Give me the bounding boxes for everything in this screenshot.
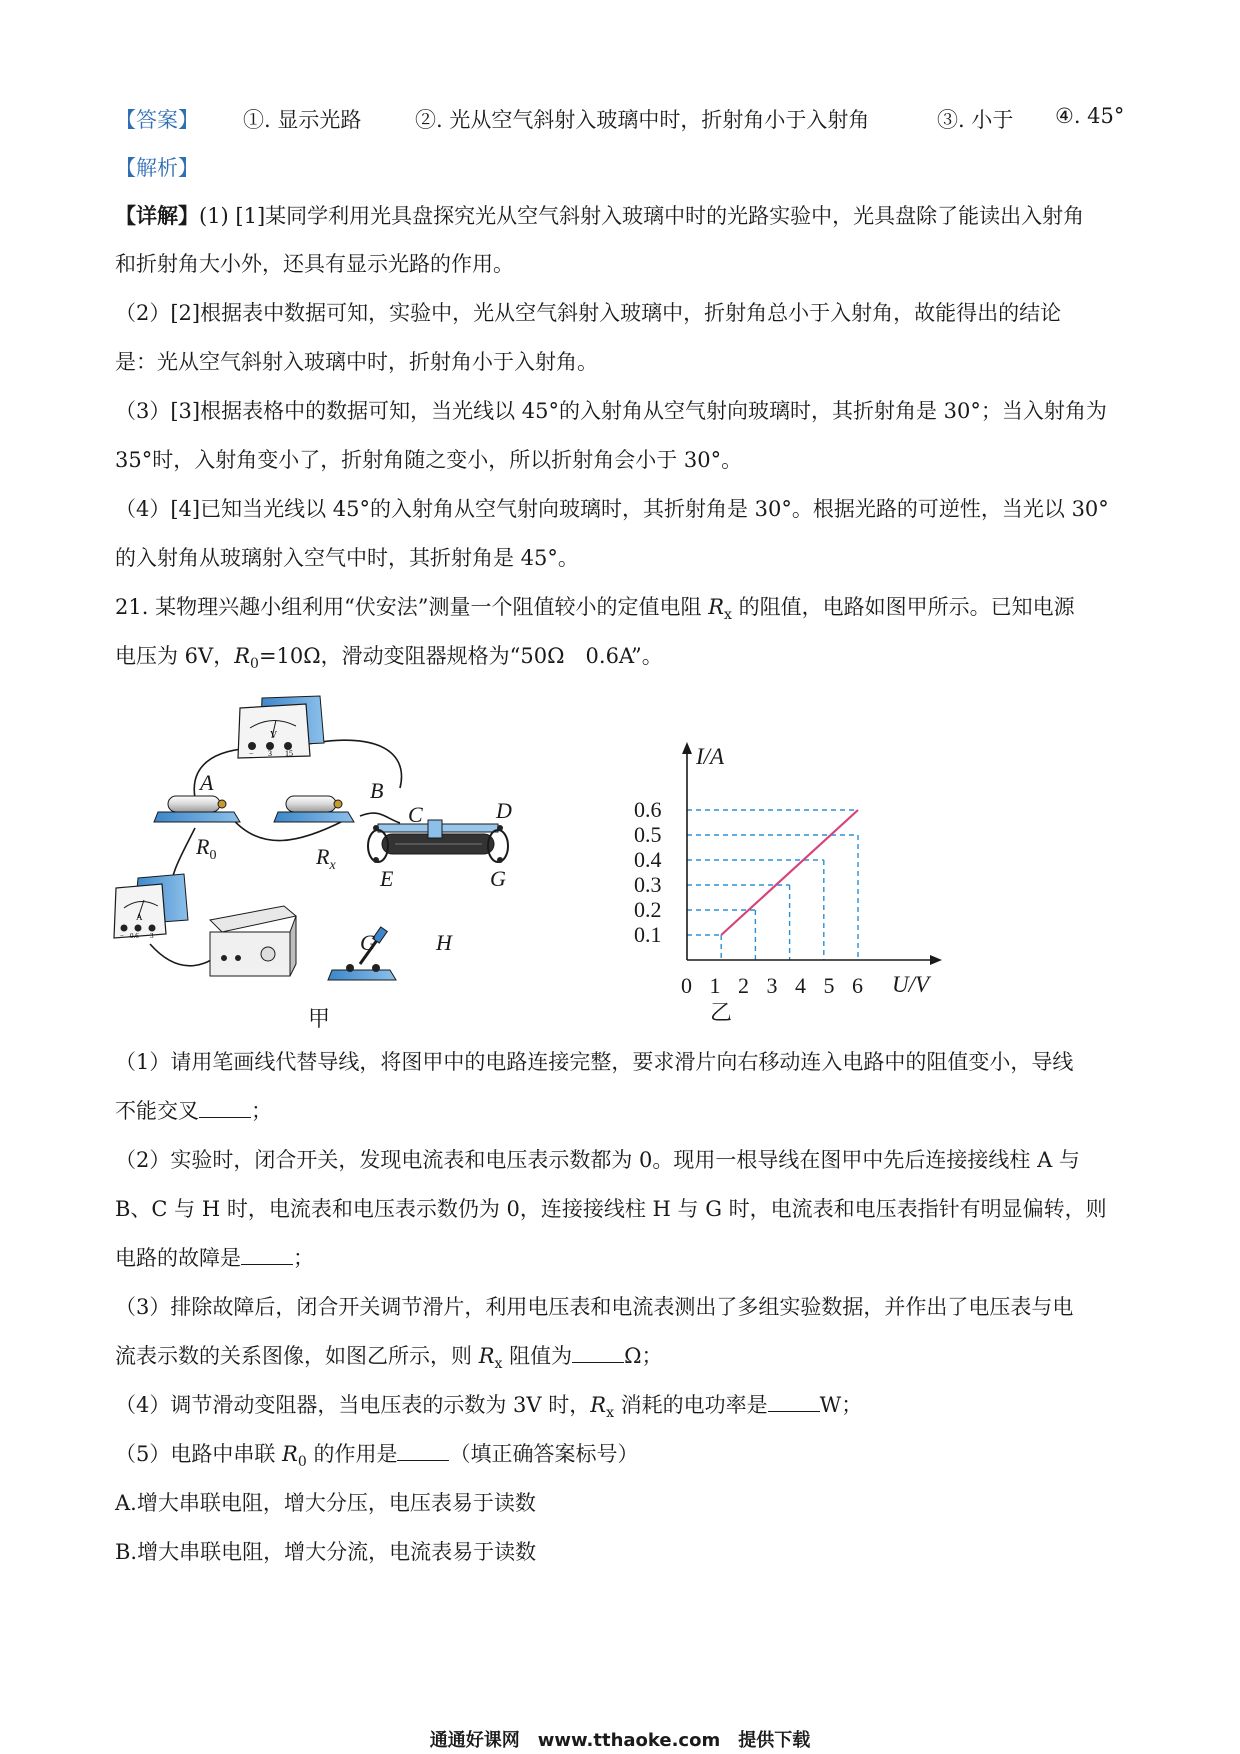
wire-rx-to-c [360, 813, 400, 823]
q21-line1 [115, 593, 1075, 629]
ammeter-scale-3: 3 [150, 932, 154, 940]
x-axis-label: U/V [892, 972, 930, 997]
q5-r0-sub: 0 [297, 1454, 307, 1471]
q4c: W； [819, 1393, 863, 1417]
q21-l2a: 电压为 6V， [115, 644, 235, 668]
analysis-label: 【解析】 [115, 156, 199, 180]
q1b: 不能交叉 [115, 1099, 199, 1123]
r0-symbol: R [234, 644, 251, 668]
x-tick-label: 5 [823, 973, 835, 998]
y-tick-label: 0.4 [634, 847, 662, 872]
q1c: ； [251, 1099, 272, 1123]
ammeter [114, 874, 188, 940]
label-b: B [370, 778, 384, 803]
power-supply [210, 906, 296, 976]
q3-line2 [115, 1342, 663, 1378]
detail-p1b: 和折射角大小外，还具有显示光路的作用。 [115, 252, 514, 276]
q3d: Ω； [624, 1344, 663, 1368]
rx-sub: x [724, 607, 732, 624]
resistor-r0 [154, 796, 240, 822]
q21-l1a: 21. 某物理兴趣小组利用“伏安法”测量一个阻值较小的定值电阻 [115, 595, 709, 619]
q5b: 的作用是 [306, 1442, 398, 1466]
q21-l1b: 的阻值，电路如图甲所示。已知电源 [731, 595, 1075, 619]
detail-p2a: （2）[2]根据表中数据可知，实验中，光从空气斜射入玻璃中，折射角总小于入射角，故能得出的结论 [115, 301, 1062, 325]
q3-rx-sub: x [494, 1356, 503, 1373]
q3c: 阻值为 [502, 1344, 573, 1368]
option-b: B.增大串联电阻，增大分流，电流表易于读数 [115, 1540, 537, 1564]
answer-blank-3[interactable] [572, 1344, 624, 1363]
q5c: （填正确答案标号） [449, 1442, 639, 1466]
answer-blank-1[interactable] [199, 1099, 251, 1118]
resistor-rx [274, 796, 354, 822]
voltmeter-neg: − [249, 749, 254, 758]
chart-ticks [634, 797, 863, 998]
rx-symbol: R [708, 595, 725, 619]
detail-label: 【详解】 [115, 203, 199, 228]
q4-rx-sub: x [606, 1405, 614, 1422]
footer: 通通好课网 www.tthaoke.com 提供下载 [429, 1730, 811, 1751]
voltmeter-letter: V [270, 730, 278, 741]
q2c: 电路的故障是 [115, 1246, 241, 1270]
slide-rheostat [368, 820, 508, 863]
ammeter-scale-06: 0.6 [130, 932, 139, 940]
option-a: A.增大串联电阻，增大分压，电压表易于读数 [115, 1491, 536, 1515]
q3-rx-symbol: R [478, 1344, 495, 1368]
x-tick-label: 3 [766, 973, 778, 998]
x-tick-label: 2 [738, 973, 749, 998]
label-c: C [408, 802, 423, 827]
ammeter-letter: A [136, 912, 143, 922]
detail-p4a: （4）[4]已知当光线以 45°的入射角从空气射向玻璃时，其折射角是 30°。根据光路的可逆性，当光以 30° [115, 497, 1109, 521]
detail-p3b: 35°时，入射角变小了，折射角随之变小，所以折射角会小于 30°。 [115, 448, 743, 472]
q2-line2: B、C 与 H 时，电流表和电压表示数仍为 0，连接接线柱 H 与 G 时，电流表和电压表指针有明显偏转，则 [115, 1197, 1107, 1221]
y-axis-label: I/A [696, 744, 725, 769]
detail-p3a: （3）[3]根据表格中的数据可知，当光线以 45°的入射角从空气射向玻璃时，其折射角是 30°；当入射角为 [115, 399, 1107, 423]
label-rx: $R_x$ [316, 844, 336, 873]
q4-rx-symbol: R [590, 1393, 607, 1417]
q4-line [115, 1391, 862, 1427]
circuit-figure [110, 688, 570, 1038]
answer-blank-2[interactable] [241, 1246, 293, 1265]
answer-line [115, 104, 1125, 134]
answer-blank-5[interactable] [397, 1442, 449, 1461]
answer-blank-4[interactable] [768, 1393, 820, 1412]
label-a: A [200, 770, 214, 795]
answer-item-3: ③. 小于 [937, 108, 1014, 132]
q3b: 流表示数的关系图像，如图乙所示，则 [115, 1344, 479, 1368]
q5-line [115, 1440, 638, 1476]
detail-p1a [115, 202, 1084, 230]
label-r0: $R_0$ [196, 834, 217, 863]
label-h: H [436, 930, 452, 955]
y-axis-arrow [682, 742, 692, 754]
q2-line3 [115, 1244, 314, 1272]
iu-chart [630, 740, 970, 1030]
q5a: （5）电路中串联 [115, 1442, 283, 1466]
voltmeter [238, 696, 324, 758]
r0-sub: 0 [250, 656, 259, 673]
x-tick-label: 0 [681, 973, 692, 998]
answer-item-1: ①. 显示光路 [243, 108, 362, 132]
x-axis-arrow [930, 955, 942, 965]
x-tick-label: 4 [795, 973, 806, 998]
q21-l2b: =10Ω，滑动变阻器规格为“50Ω 0.6A”。 [258, 644, 663, 668]
caption-yi: 乙 [710, 1000, 733, 1025]
q5-r0-symbol: R [282, 1442, 298, 1466]
label-g-rheostat: G [490, 866, 506, 891]
x-tick-label: 1 [709, 973, 721, 998]
label-e: E [380, 866, 394, 891]
q1-line1: （1）请用笔画线代替导线，将图甲中的电路连接完整，要求滑片向右移动连入电路中的阻值变小，导线 [115, 1050, 1074, 1074]
y-tick-label: 0.3 [634, 872, 662, 897]
detail-p4b: 的入射角从玻璃射入空气中时，其折射角是 45°。 [115, 546, 579, 570]
y-tick-label: 0.2 [634, 897, 662, 922]
y-tick-label: 0.5 [634, 822, 662, 847]
ammeter-neg: − [120, 932, 124, 940]
voltmeter-scale-3: 3 [268, 749, 272, 758]
y-tick-label: 0.1 [634, 922, 662, 947]
answer-item-4: ④. 45° [1055, 104, 1125, 128]
label-g-switch: G [360, 930, 376, 955]
q2-line1: （2）实验时，闭合开关，发现电流表和电压表示数都为 0。现用一根导线在图甲中先后连接接线柱 A 与 [115, 1148, 1080, 1172]
voltmeter-scale-15: 15 [285, 749, 293, 758]
label-d: D [496, 798, 512, 823]
q21-line2 [115, 642, 663, 678]
q4b: 消耗的电功率是 [613, 1393, 768, 1417]
caption-jia: 甲 [308, 1006, 331, 1031]
answer-label: 【答案】 [115, 108, 199, 132]
q4a: （4）调节滑动变阻器，当电压表的示数为 3V 时， [115, 1393, 591, 1417]
x-tick-label: 6 [852, 973, 863, 998]
detail-p1a-text: (1) [1]某同学利用光具盘探究光从空气斜射入玻璃中时的光路实验中，光具盘除了能读出入射角 [199, 204, 1085, 228]
answer-item-2: ②. 光从空气斜射入玻璃中时，折射角小于入射角 [415, 108, 870, 132]
q2d: ； [293, 1246, 314, 1270]
y-tick-label: 0.6 [634, 797, 662, 822]
detail-p2b: 是：光从空气斜射入玻璃中时，折射角小于入射角。 [115, 350, 598, 374]
q1-line2 [115, 1097, 272, 1125]
q3-line1: （3）排除故障后，闭合开关调节滑片，利用电压表和电流表测出了多组实验数据，并作出了电压表与电 [115, 1295, 1074, 1319]
